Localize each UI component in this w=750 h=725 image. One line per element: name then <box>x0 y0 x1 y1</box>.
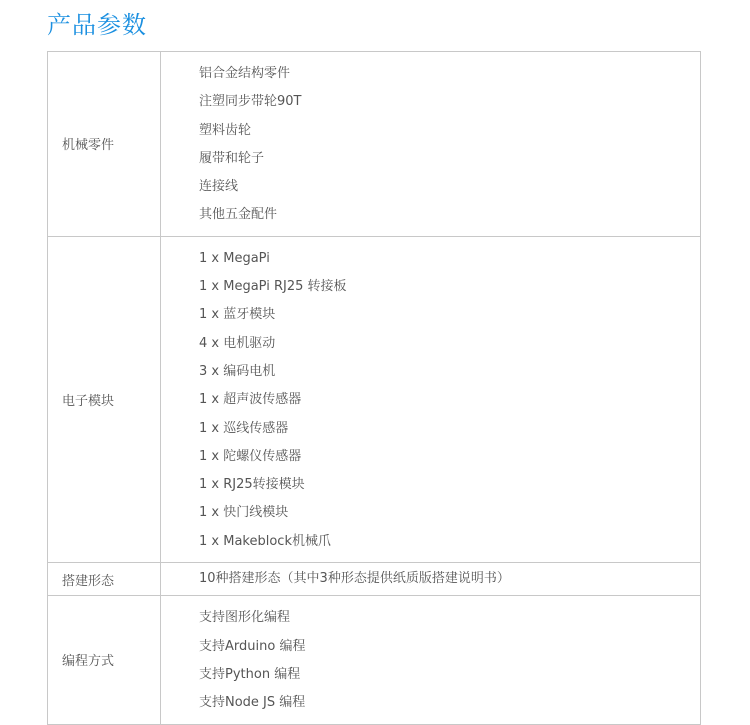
spec-name: 电子模块 <box>48 236 161 562</box>
spec-value: 支持Python 编程 <box>199 666 301 682</box>
spec-value: 连接线 <box>199 179 239 195</box>
spec-row-programming-methods <box>48 596 701 724</box>
spec-value: 塑料齿轮 <box>199 122 252 138</box>
value-list <box>199 237 700 562</box>
spec-values <box>161 236 701 562</box>
spec-table <box>47 51 701 725</box>
spec-value: 1 x RJ25转接模块 <box>199 477 305 493</box>
spec-value: 履带和轮子 <box>199 150 265 166</box>
spec-name: 机械零件 <box>48 52 161 237</box>
spec-values <box>161 563 701 596</box>
page-title: 产品参数 <box>47 11 147 39</box>
spec-value: 支持Node JS 编程 <box>199 695 306 711</box>
spec-value: 4 x 电机驱动 <box>199 335 276 351</box>
spec-value: 1 x Makeblock机械爪 <box>199 533 331 549</box>
spec-values <box>161 52 701 237</box>
spec-row-mechanical-parts <box>48 52 701 237</box>
spec-name: 搭建形态 <box>48 563 161 596</box>
spec-values <box>161 596 701 724</box>
spec-value: 10种搭建形态（其中3种形态提供纸质版搭建说明书） <box>199 571 510 587</box>
spec-value: 铝合金结构零件 <box>199 66 291 81</box>
spec-value: 支持图形化编程 <box>199 610 291 626</box>
spec-value: 其他五金配件 <box>199 207 278 223</box>
value-list <box>199 596 700 723</box>
spec-value: 1 x 巡线传感器 <box>199 420 289 436</box>
spec-value: 注塑同步带轮90T <box>199 94 302 110</box>
spec-value: 1 x MegaPi RJ25 转接板 <box>199 279 347 295</box>
spec-value: 支持Arduino 编程 <box>199 638 306 654</box>
spec-row-assembly-forms <box>48 563 701 596</box>
spec-value: 1 x 超声波传感器 <box>199 392 302 408</box>
spec-value: 1 x 快门线模块 <box>199 505 289 521</box>
spec-value: 3 x 编码电机 <box>199 363 276 379</box>
spec-value: 1 x 蓝牙模块 <box>199 307 276 323</box>
spec-value: 1 x MegaPi <box>199 250 270 266</box>
spec-row-electronic-modules <box>48 236 701 562</box>
value-list <box>199 52 700 236</box>
spec-name: 编程方式 <box>48 596 161 724</box>
spec-value: 1 x 陀螺仪传感器 <box>199 448 302 464</box>
value-list <box>199 563 700 595</box>
